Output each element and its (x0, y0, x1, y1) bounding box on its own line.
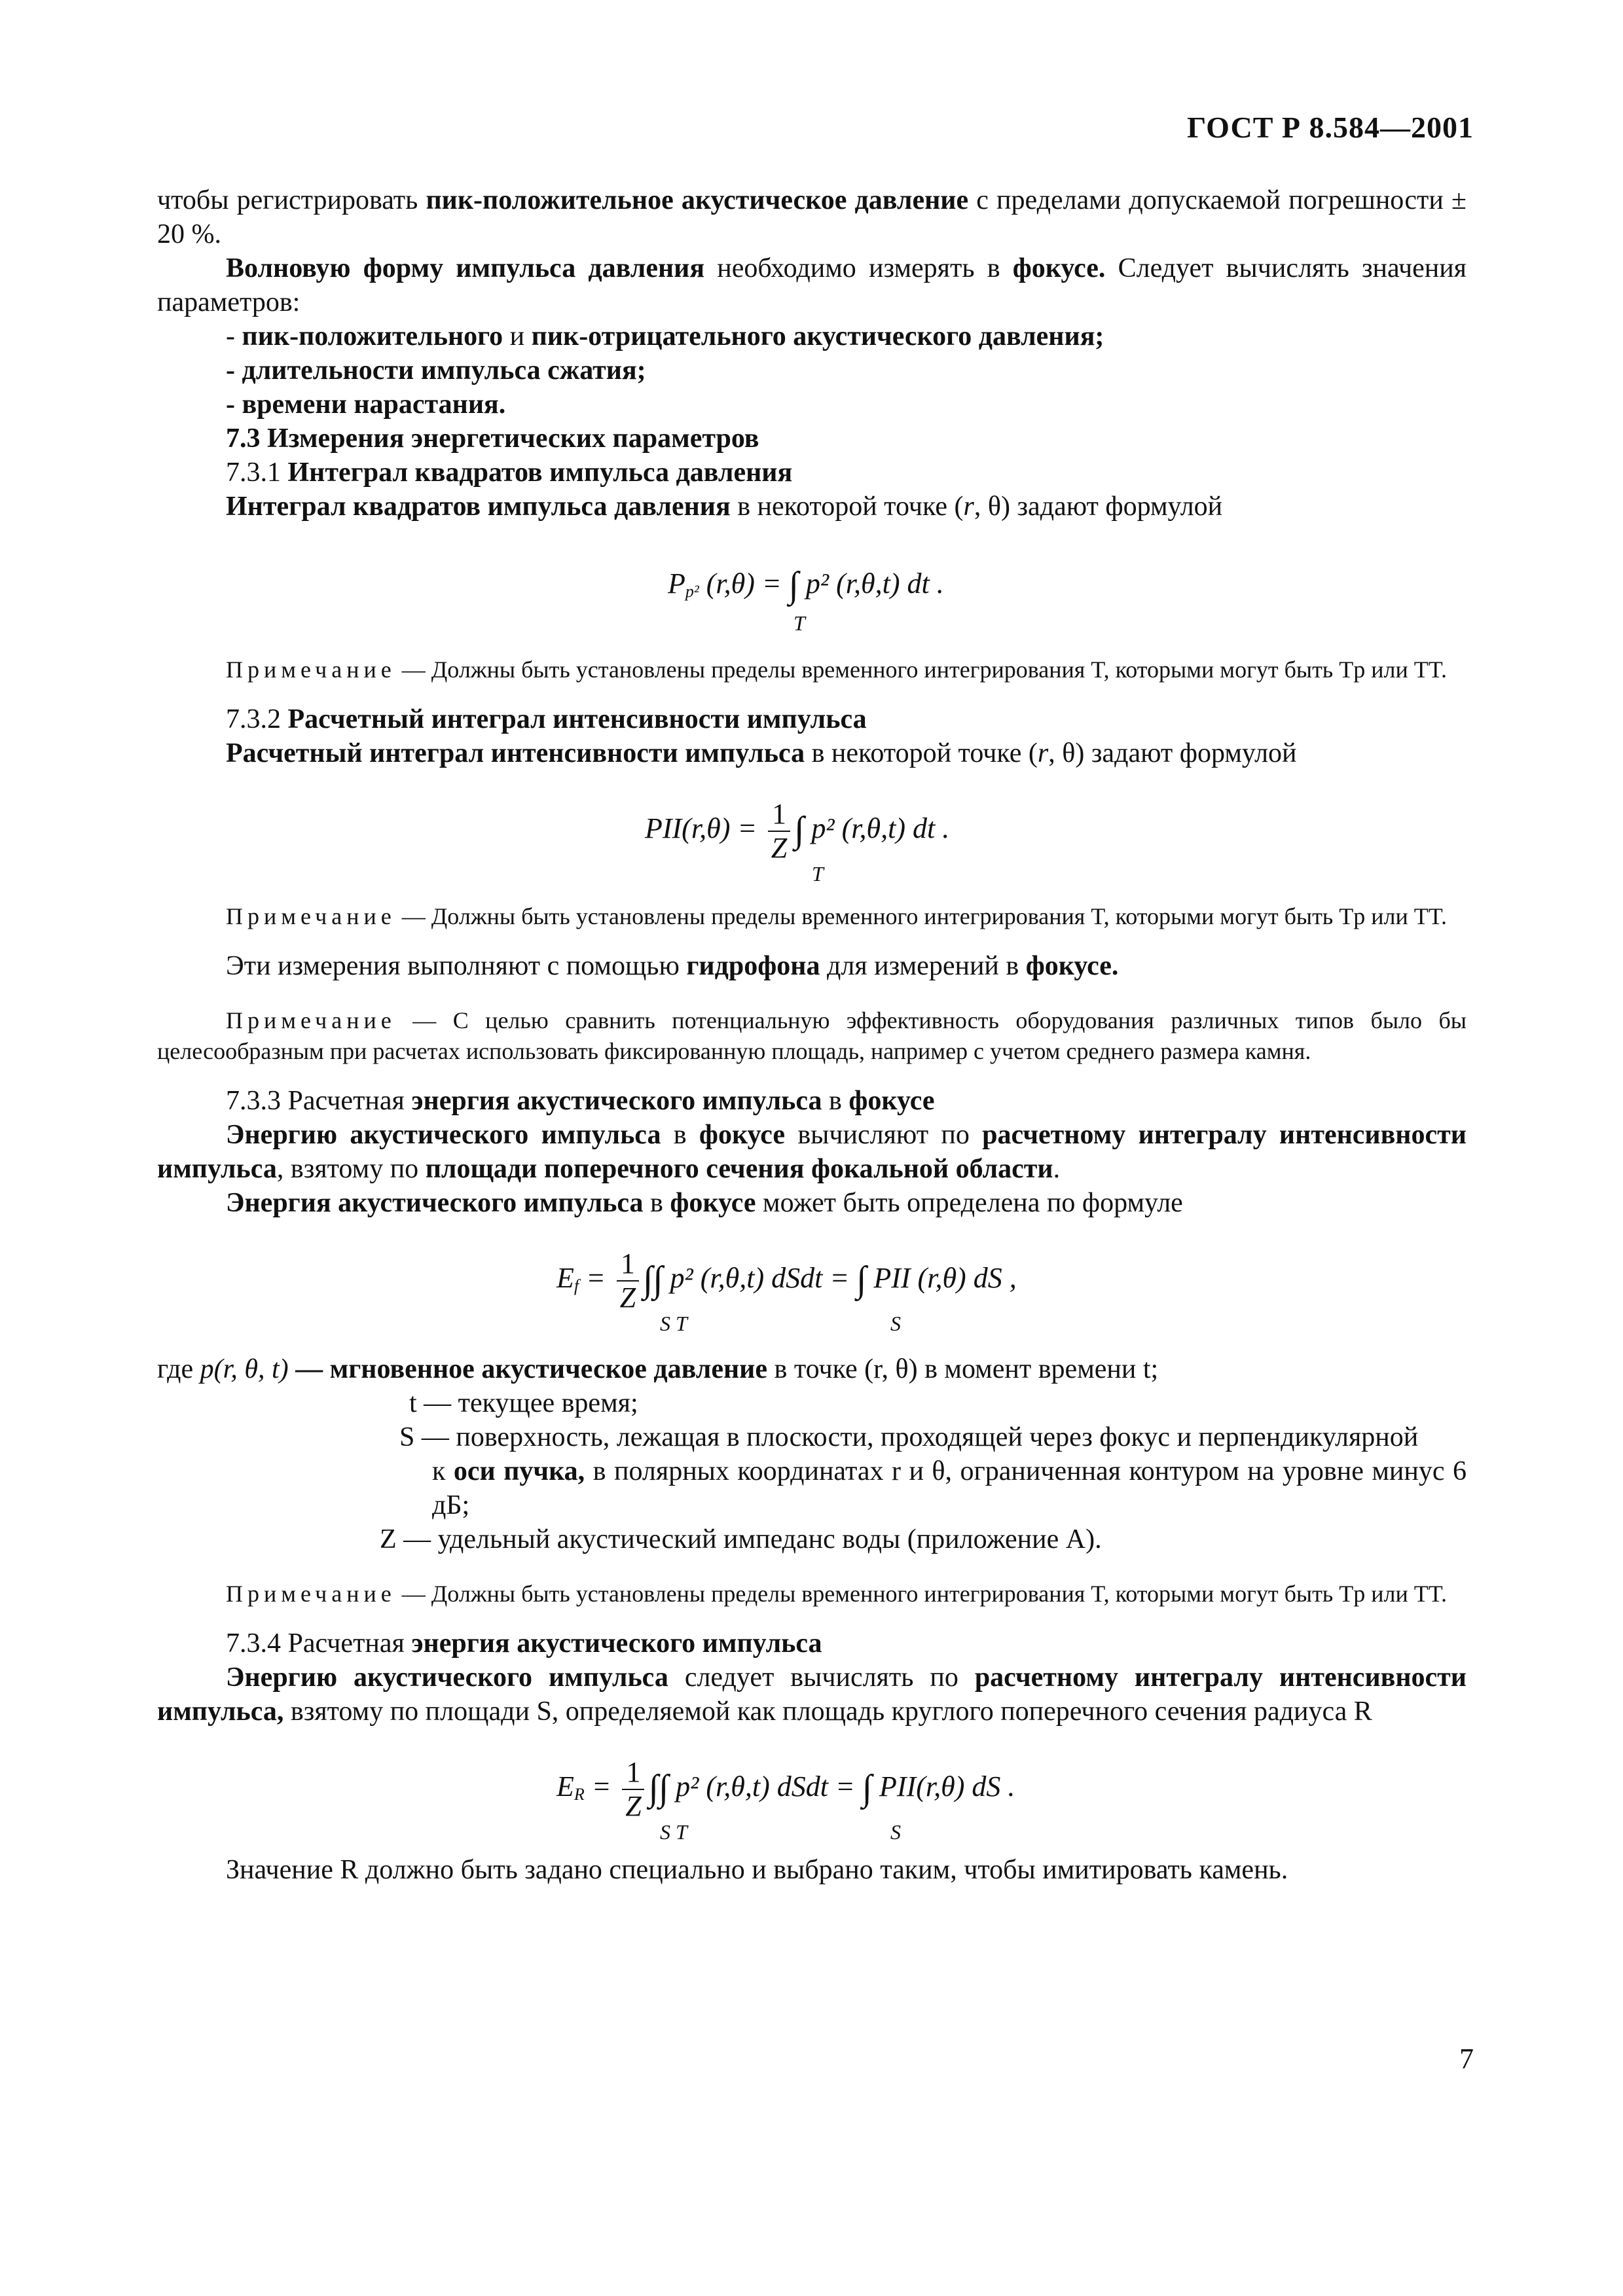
term: фокусе (670, 1188, 756, 1218)
note-3 (157, 1005, 1467, 1067)
text: для измерений в (820, 951, 1026, 981)
term: Энергию акустического импульса (226, 1120, 661, 1150)
fraction (617, 1247, 639, 1314)
term: расчетному интегралу интенсивности импульса, (157, 1662, 1467, 1727)
text: Эти измерения выполняют с помощью (226, 951, 687, 981)
section-number: 7.3.3 Расчетная (226, 1086, 412, 1116)
text: в (643, 1188, 670, 1218)
formula-sub: R (574, 1785, 585, 1804)
text: к (432, 1456, 454, 1486)
text: необходимо измерять в (704, 253, 1013, 283)
text: в некоторой точке ( (730, 492, 964, 522)
paragraph-7-3-1 (157, 490, 1467, 524)
text: может быть определена по формуле (756, 1188, 1183, 1218)
term: - длительности импульса сжатия; (226, 355, 646, 386)
formula-1 (157, 541, 1467, 635)
formula-sub: p² (685, 582, 699, 601)
formula-2 (157, 787, 1467, 886)
term: площади поперечного сечения фокальной области (425, 1154, 1053, 1184)
integral-limit: T (812, 862, 824, 886)
double-integral-sign: ∫∫ (642, 1259, 663, 1300)
list-item (157, 319, 1467, 353)
text: взятому по площади S, определяемой как площадь круглого поперечного сечения радиуса R (283, 1696, 1372, 1727)
integral-sign: ∫ (794, 810, 805, 851)
denominator: Z (771, 832, 788, 864)
integral-limits: S T (660, 1312, 687, 1335)
paragraph-waveform (157, 251, 1467, 319)
text: в (661, 1120, 699, 1150)
text: где (157, 1354, 200, 1384)
term: Расчетный интеграл интенсивности импульса (226, 738, 805, 768)
note-text: — Должны быть установлены пределы временного интегрирования T, которыми могут быть Tр или TT. (395, 903, 1448, 929)
integral-limit: T (793, 611, 805, 635)
text: в полярных координатах r и θ, ограниченная контуром на уровне минус 6 дБ; (432, 1456, 1467, 1520)
term: пик-отрицательного акустического давления; (531, 321, 1104, 351)
text: , θ) задают формулой (974, 492, 1223, 522)
text: следует вычислять по (668, 1662, 975, 1693)
term: мгновенное акустическое давление (329, 1354, 767, 1384)
formula-args: (r,θ) = (699, 567, 789, 600)
equals: = (579, 1262, 613, 1295)
term: оси пучка, (453, 1456, 585, 1486)
term: Волновую форму импульса давления (226, 253, 705, 283)
text: с пределами допускаемой погрешности ± 20 %. (157, 185, 1467, 249)
section-number: 7.3.2 (226, 704, 288, 734)
formula-lhs: PII(r,θ) = (645, 812, 765, 845)
dash: — (288, 1354, 330, 1384)
note-label: Примечание (226, 656, 396, 683)
formula-lhs: E (556, 1262, 574, 1295)
paragraph-7-3-2 (157, 736, 1467, 770)
section-number: 7.3.1 (226, 457, 288, 488)
term: Интеграл квадратов импульса давления (226, 492, 731, 522)
note-label: Примечание (226, 1581, 396, 1607)
integral-sign: ∫ (856, 1259, 867, 1300)
note-text: — Должны быть установлены пределы временного интегрирования T, которыми могут быть Tр или TT. (395, 656, 1448, 683)
note-4 (157, 1579, 1467, 1609)
text: в некоторой точке ( (805, 738, 1038, 768)
paragraph-closing: Значение R должно быть задано специально и выбрано таким, чтобы имитировать камень. (226, 1855, 1288, 1885)
paragraph-hydrophone (157, 949, 1467, 983)
text: . (1053, 1154, 1061, 1184)
term: фокусе. (1025, 951, 1119, 981)
note-1 (157, 655, 1467, 685)
where-clause (157, 1352, 1467, 1386)
term: - времени нарастания. (226, 389, 506, 420)
formula-body: p² (r,θ,t) dt . (805, 567, 944, 600)
term: фокусе. (1012, 253, 1106, 283)
term: фокусе (699, 1120, 786, 1150)
fraction (622, 1756, 644, 1823)
page-number: 7 (1459, 2043, 1474, 2075)
formula-rhs: PII (r,θ) dS , (873, 1262, 1017, 1295)
var: r (963, 492, 974, 522)
document-body (157, 183, 1467, 1887)
var: p(r, θ, t) (200, 1354, 289, 1384)
text: , взятому по (276, 1154, 426, 1184)
formula-rhs: PII(r,θ) dS . (879, 1770, 1015, 1803)
formula-body: p² (r,θ,t) dSdt = (670, 1262, 857, 1295)
where-list (380, 1386, 1467, 1556)
term: Энергию акустического импульса (226, 1662, 668, 1693)
section-heading-7-3-3 (157, 1084, 1467, 1118)
fraction (768, 798, 790, 865)
term: расчетному интегралу интенсивности импульса (157, 1120, 1467, 1184)
numerator: 1 (622, 1756, 644, 1790)
note-text: — С целью сравнить потенциальную эффективность оборудования различных типов было бы целесообразным при расчетах использовать фиксированную площадь, например с учетом среднего размера камня. (157, 1007, 1467, 1064)
paragraph-7-3-3-a (157, 1118, 1467, 1186)
integral-limit: S (890, 1312, 901, 1335)
integral-sign: ∫ (788, 565, 799, 605)
text: в (822, 1086, 849, 1116)
section-heading-7-3-2 (157, 702, 1467, 736)
section-heading-7-3 (157, 422, 1467, 456)
heading-text: Расчетный интеграл интенсивности импульса (287, 704, 867, 734)
denominator: Z (619, 1282, 636, 1314)
note-label: Примечание (226, 1007, 396, 1033)
document-header: ГОСТ Р 8.584—2001 (1187, 111, 1474, 144)
term: энергия акустического импульса (411, 1628, 822, 1659)
double-integral-sign: ∫∫ (648, 1768, 669, 1809)
section-heading-7-3-1 (157, 456, 1467, 490)
heading-text: Интеграл квадратов импульса давления (287, 457, 793, 488)
formula-lhs: E (556, 1770, 574, 1803)
paragraph-accuracy (157, 183, 1467, 251)
numerator: 1 (617, 1247, 639, 1282)
formula-4 (157, 1746, 1467, 1844)
note-text: — Должны быть установлены пределы временного интегрирования T, которыми могут быть Tр или TT. (395, 1581, 1448, 1607)
term: энергия акустического импульса (411, 1086, 822, 1116)
text: в точке (r, θ) в момент времени t; (767, 1354, 1159, 1384)
equals: = (584, 1770, 619, 1803)
where-item-z: Z — удельный акустический импеданс воды (приложение А). (380, 1524, 1102, 1554)
numerator: 1 (768, 798, 790, 832)
integral-limits: S T (660, 1820, 687, 1844)
formula-body: p² (r,θ,t) dSdt = (676, 1770, 862, 1803)
text: и (503, 321, 532, 351)
text: чтобы регистрировать (157, 185, 426, 215)
formula-body: p² (r,θ,t) dt . (811, 812, 950, 845)
text: вычисляют по (785, 1120, 983, 1150)
integral-sign: ∫ (862, 1768, 873, 1809)
text: Следует вычислять значения параметров: (157, 253, 1467, 317)
paragraph-7-3-3-b (157, 1186, 1467, 1220)
where-item-t: t — текущее время; (409, 1388, 638, 1418)
term: Энергия акустического импульса (226, 1188, 644, 1218)
paragraph-7-3-4 (157, 1660, 1467, 1729)
formula-sub: f (574, 1276, 579, 1296)
note-label: Примечание (226, 903, 396, 929)
section-number: 7.3.4 Расчетная (226, 1628, 412, 1659)
bullet: - (226, 321, 242, 351)
term: пик-положительного (242, 321, 503, 351)
text: , θ) задают формулой (1048, 738, 1297, 768)
formula-lhs: P (668, 567, 685, 600)
term: гидрофона (686, 951, 820, 981)
term: фокусе (848, 1086, 935, 1116)
term: пик-положительное акустическое давление (426, 185, 969, 215)
note-2 (157, 901, 1467, 932)
integral-limit: S (890, 1820, 901, 1844)
list-item (157, 387, 1467, 422)
heading-text: 7.3 Измерения энергетических параметров (226, 423, 759, 454)
denominator: Z (625, 1790, 642, 1822)
where-item-s: S — поверхность, лежащая в плоскости, проходящей через фокус и перпендикулярной (399, 1422, 1419, 1452)
section-heading-7-3-4 (157, 1626, 1467, 1660)
where-item-s-cont (393, 1454, 1467, 1522)
var: r (1037, 738, 1049, 768)
formula-3 (157, 1237, 1467, 1335)
list-item (157, 353, 1467, 387)
